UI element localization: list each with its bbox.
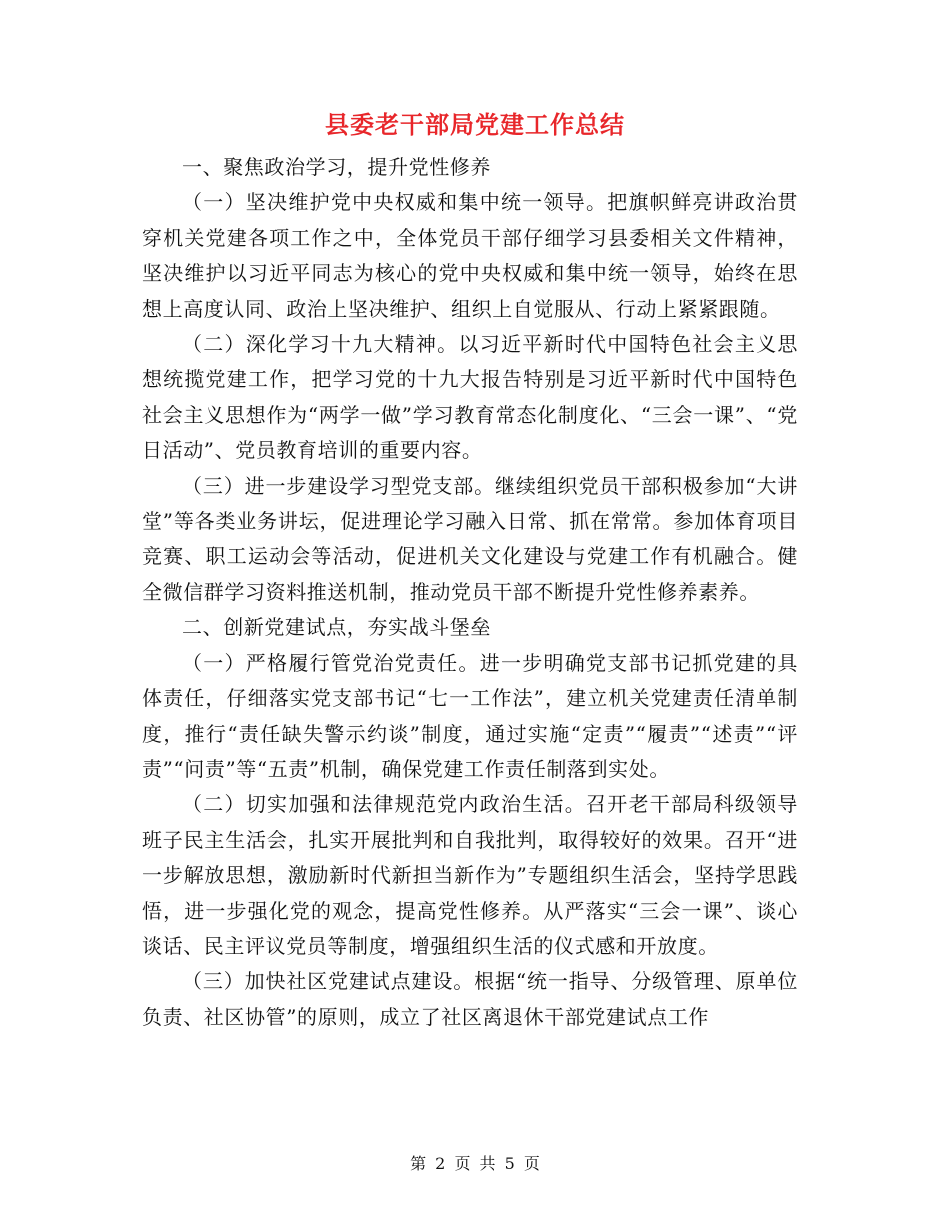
page-number-footer: 第 2 页 共 5 页 [410, 1154, 540, 1173]
section-heading: 二、创新党建试点，夯实战斗堡垒 [182, 615, 491, 640]
document-title: 县委老干部局党建工作总结 [325, 111, 625, 139]
body-paragraph: （三）进一步建设学习型党支部。继续组织党员干部积极参加“大讲堂”等各类业务讲坛，促进理论学习融入日常、抓在常常。参加体育项目竞赛、职工运动会等活动，促进机关文化建设与党建工作有机融合。健全微信群学习资料推送机制，推动党员干部不断提升党性修养素养。 [142, 473, 798, 604]
body-paragraph: （二）深化学习十九大精神。以习近平新时代中国特色社会主义思想统揽党建工作，把学习党的十九大报告特别是习近平新时代中国特色社会主义思想作为“两学一做”学习教育常态化制度化、“三会一课”、“党日活动”、党员教育培训的重要内容。 [142, 332, 798, 463]
section-heading: 一、聚焦政治学习，提升党性修养 [182, 155, 491, 179]
body-paragraph: （一）严格履行管党治党责任。进一步明确党支部书记抓党建的具体责任，仔细落实党支部书记“七一工作法”，建立机关党建责任清单制度，推行“责任缺失警示约谈”制度，通过实施“定责”“履责”“述责”“评责”“问责”等“五责”机制，确保党建工作责任制落到实处。 [142, 650, 798, 781]
body-paragraph: （一）坚决维护党中央权威和集中统一领导。把旗帜鲜亮讲政治贯穿机关党建各项工作之中，全体党员干部仔细学习县委相关文件精神，坚决维护以习近平同志为核心的党中央权威和集中统一领导，始终在思想上高度认同、政治上坚决维护、组织上自觉服从、行动上紧紧跟随。 [142, 190, 798, 321]
document-body [142, 150, 798, 1035]
body-paragraph: （三）加快社区党建试点建设。根据“统一指导、分级管理、原单位负责、社区协管”的原则，成立了社区离退休干部党建试点工作 [142, 969, 798, 1029]
body-paragraph: （二）切实加强和法律规范党内政治生活。召开老干部局科级领导班子民主生活会，扎实开展批判和自我批判，取得较好的效果。召开“进一步解放思想，激励新时代新担当新作为”专题组织生活会，坚持学思践悟，进一步强化党的观念，提高党性修养。从严落实“三会一课”、谈心谈话、民主评议党员等制度，增强组织生活的仪式感和开放度。 [142, 792, 798, 958]
